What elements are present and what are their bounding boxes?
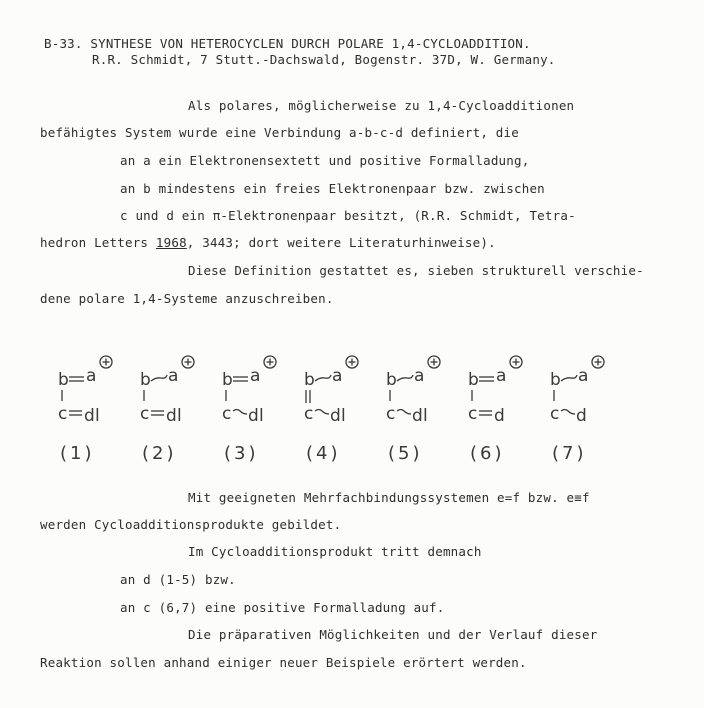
- structure-1: [58, 356, 112, 464]
- structure-3: [222, 356, 276, 464]
- p1-line4: an b mindestens ein freies Elektronenpaar bzw. zwischen: [120, 181, 545, 196]
- atom-d: dl: [412, 406, 428, 426]
- atom-b: b: [58, 370, 69, 390]
- atom-c: c: [468, 404, 478, 424]
- structure-2: [140, 356, 194, 464]
- atom-a: a: [496, 366, 507, 386]
- p1-line5: c und d ein π-Elektronenpaar besitzt, (R.R. Schmidt, Tetra-: [120, 208, 576, 223]
- abstract-title: SYNTHESE VON HETEROCYCLEN DURCH POLARE 1,4-CYCLOADDITION.: [90, 36, 531, 51]
- atom-c: c: [58, 404, 68, 424]
- atom-a: a: [578, 366, 589, 386]
- p4-line2: an d (1-5) bzw.: [120, 572, 236, 587]
- atom-a: a: [414, 366, 425, 386]
- p1-line6: hedron Letters 1968, 3443; dort weitere Literaturhinweise).: [40, 235, 496, 250]
- structure-label: (7): [552, 443, 587, 464]
- p2-line2: dene polare 1,4-Systeme anzuschreiben.: [40, 291, 334, 306]
- p1-line1: Als polares, möglicherweise zu 1,4-Cycloadditionen: [188, 98, 575, 113]
- structure-label: (5): [388, 443, 423, 464]
- structure-7: [550, 356, 604, 464]
- atom-b: b: [550, 370, 561, 390]
- atom-c: c: [550, 404, 560, 424]
- p1-line3: an a ein Elektronensextett und positive Formalladung,: [120, 153, 530, 168]
- atom-b: b: [222, 370, 233, 390]
- p5-line2: Reaktion sollen anhand einiger neuer Beispiele erörtert werden.: [40, 655, 527, 670]
- p3-line2: werden Cycloadditionsprodukte gebildet.: [40, 517, 342, 532]
- atom-c: c: [222, 404, 232, 424]
- structure-5: [386, 356, 440, 464]
- header-line: [44, 36, 531, 52]
- atom-a: a: [250, 366, 261, 386]
- structure-label: (6): [470, 443, 505, 464]
- atom-b: b: [468, 370, 479, 390]
- structure-label: (2): [142, 443, 177, 464]
- author-line: R.R. Schmidt, 7 Stutt.-Dachswald, Bogenstr. 37D, W. Germany.: [92, 52, 556, 67]
- atom-a: a: [332, 366, 343, 386]
- p5-line1: Die präparativen Möglichkeiten und der Verlauf dieser: [188, 627, 598, 642]
- structure-6: [468, 356, 522, 464]
- atom-b: b: [304, 370, 315, 390]
- atom-a: a: [168, 366, 179, 386]
- abstract-code: B-33.: [44, 36, 83, 51]
- p4-line1: Im Cycloadditionsprodukt tritt demnach: [188, 544, 482, 559]
- p3-line1: Mit geeigneten Mehrfachbindungssystemen e=f bzw. e≡f: [188, 490, 590, 505]
- atom-d: d: [494, 406, 505, 426]
- atom-d: d: [576, 406, 587, 426]
- structure-label: (1): [60, 443, 95, 464]
- atom-c: c: [386, 404, 396, 424]
- atom-c: c: [304, 404, 314, 424]
- p1-line2: befähigtes System wurde eine Verbindung a-b-c-d definiert, die: [40, 125, 519, 140]
- atom-d: dl: [84, 406, 100, 426]
- reference-year: 1968: [155, 235, 187, 250]
- atom-d: dl: [248, 406, 264, 426]
- atom-d: dl: [330, 406, 346, 426]
- atom-b: b: [386, 370, 397, 390]
- structure-label: (4): [306, 443, 341, 464]
- structure-4: [304, 356, 358, 464]
- structure-formulas: [40, 345, 640, 470]
- atom-a: a: [86, 366, 97, 386]
- atom-d: dl: [166, 406, 182, 426]
- structure-label: (3): [224, 443, 259, 464]
- p4-line3: an c (6,7) eine positive Formalladung auf.: [120, 600, 445, 615]
- atom-c: c: [140, 404, 150, 424]
- p2-line1: Diese Definition gestattet es, sieben strukturell verschie-: [188, 263, 644, 278]
- atom-b: b: [140, 370, 151, 390]
